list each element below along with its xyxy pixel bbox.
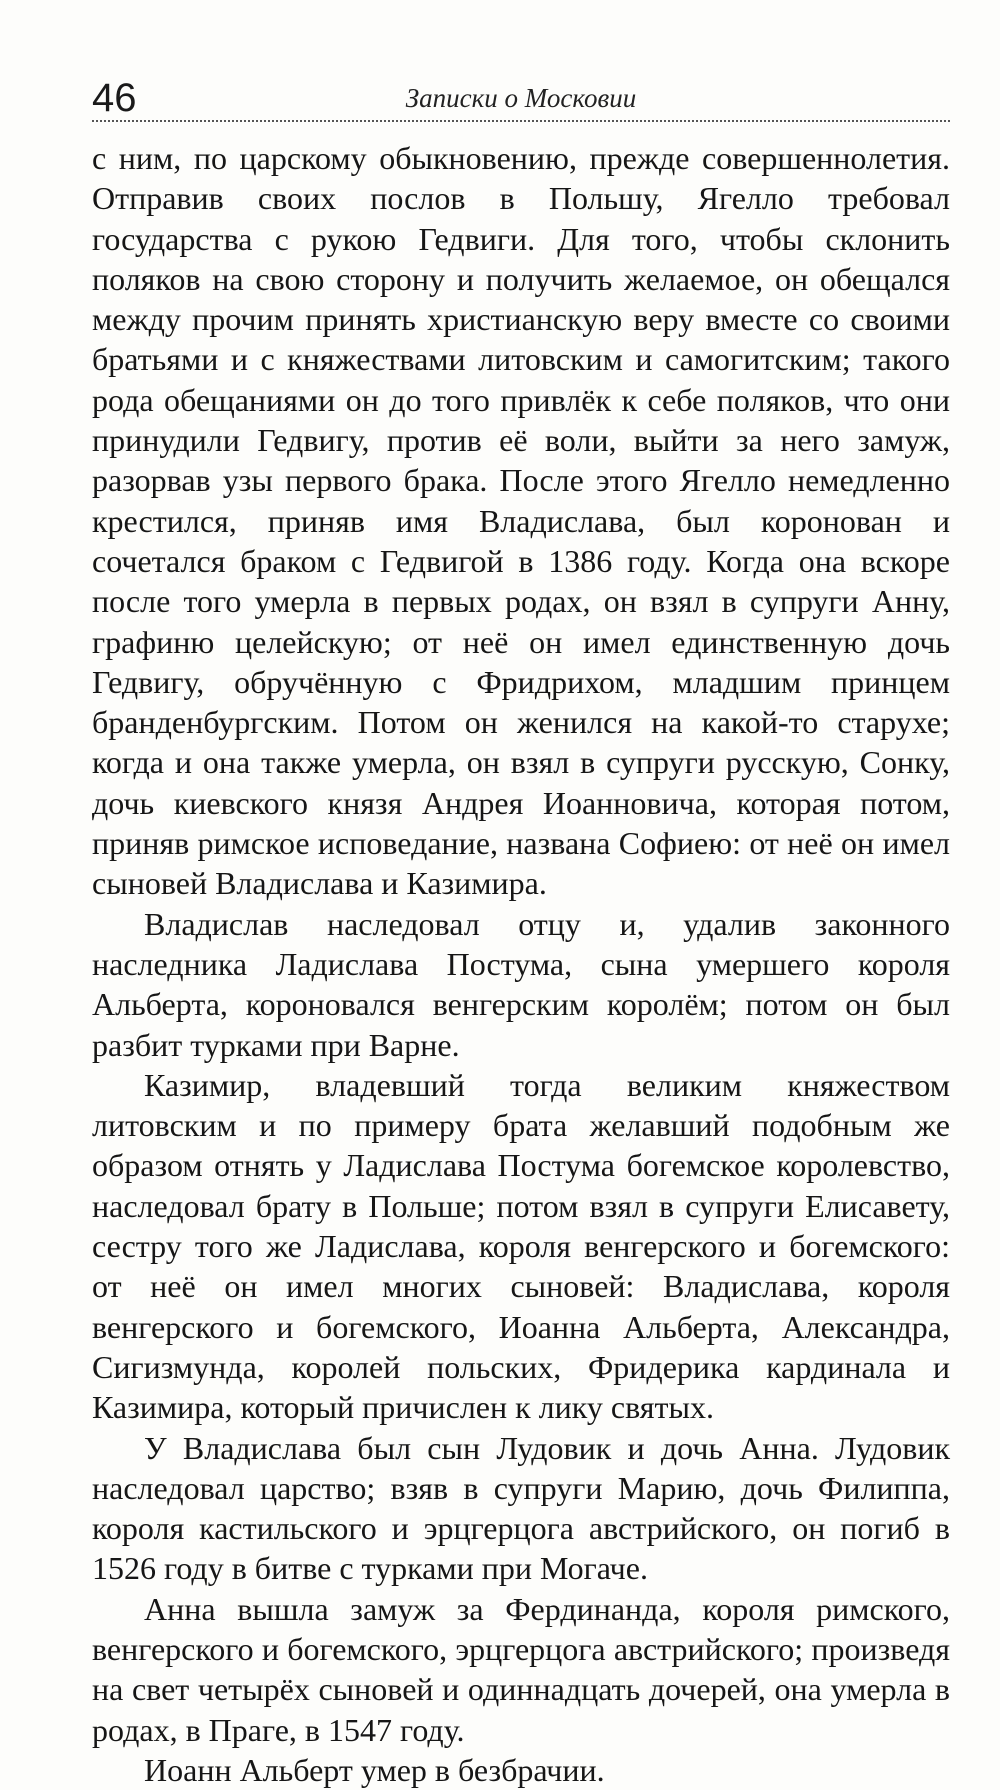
paragraph-4: У Владислава был сын Лудовик и дочь Анна. Лудовик наследовал царство; взяв в супруги Марию, дочь Филиппа, короля кастильского и эрцгерцога австрийского, он погиб в 1526 году в битве с турками при Могаче. xyxy=(92,1429,950,1587)
header-divider xyxy=(92,120,950,122)
page-header xyxy=(92,72,950,124)
paragraph-5: Анна вышла замуж за Фердинанда, короля римского, венгерского и богемского, эрцгерцога австрийского; произведя на свет четырёх сыновей и одиннадцать дочерей, она умерла в родах, в Праге, в 1547 году. xyxy=(92,1590,950,1748)
paragraph-2: Владислав наследовал отцу и, удалив законного наследника Ладислава Постума, сына умершего короля Альберта, короновался венгерским королём; потом он был разбит турками при Варне. xyxy=(92,905,950,1063)
body-text xyxy=(92,138,950,1790)
paragraph-6: Иоанн Альберт умер в безбрачии. xyxy=(144,1751,605,1788)
running-title: Записки о Московии xyxy=(405,83,637,113)
page-number: 46 xyxy=(92,76,137,120)
paragraph-1: с ним, по царскому обыкновению, прежде совершеннолетия. Отправив своих послов в Польшу, Ягелло требовал государства с рукою Гедвиги. Для того, чтобы склонить поляков на свою сторону и получить желаемое, он обещался между прочим принять христианскую веру вместе со своими братьями и с княжествами литовским и самогитским; такого рода обещаниями он до того привлёк к себе поляков, что они принудили Гедвигу, против её воли, выйти за него замуж, разорвав узы первого брака. После этого Ягелло немедленно крестился, приняв имя Владислава, был коронован и сочетался браком с Гедвигой в 1386 году. Когда она вскоре после того умерла в первых родах, он взял в супруги Анну, графиню целейскую; от неё он имел единственную дочь Гедвигу, обручённую с Фридрихом, младшим принцем бранденбургским. Потом он женился на какой-то старухе; когда и она также умерла, он взял в супруги русскую, Сонку, дочь киевского князя Андрея Иоанновича, которая потом, приняв римское исповедание, названа Софиею: от неё он имел сыновей Владислава и Казимира. xyxy=(92,140,950,902)
paragraph-3: Казимир, владевший тогда великим княжеством литовским и по примеру брата желавший подобным же образом отнять у Ладислава Постума богемское королевство, наследовал брату в Польше; потом взял в супруги Елисавету, сестру того же Ладислава, короля венгерского и богемского: от неё он имел многих сыновей: Владислава, короля венгерского и богемского, Иоанна Альберта, Александра, Сигизмунда, королей польских, Фридерика кардинала и Казимира, который причислен к лику святых. xyxy=(92,1066,950,1426)
